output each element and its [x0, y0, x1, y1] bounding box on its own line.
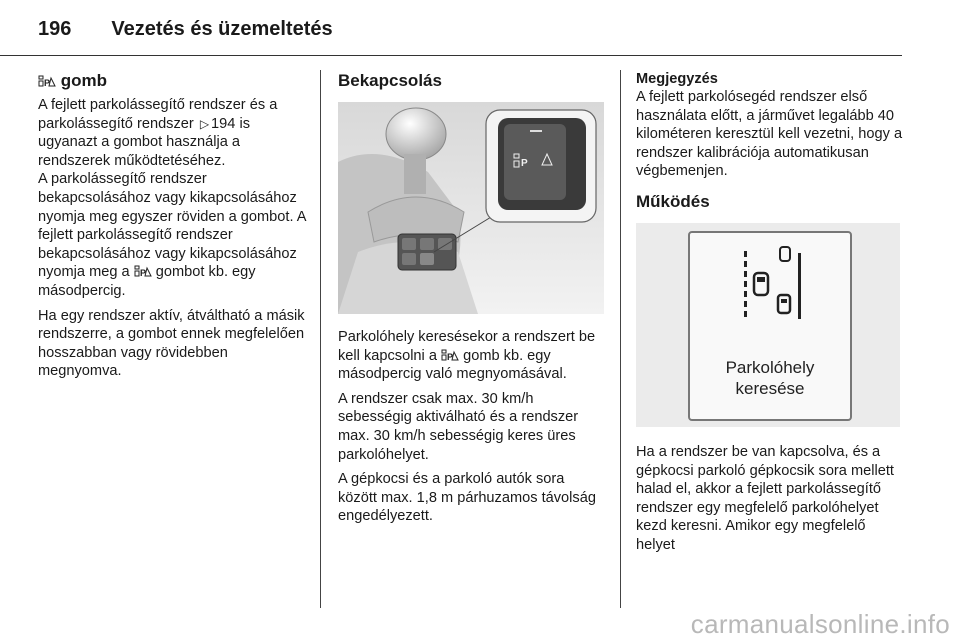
- section-heading-button: [38, 70, 306, 92]
- watermark: carmanualsonline.info: [690, 609, 950, 639]
- section-heading: Működés: [636, 191, 710, 211]
- paragraph: Ha egy rendszer aktív, átváltható a másik rendszerre, a gombot ennek megfelelően hosszabban vagy rövidebben megnyomva.: [38, 307, 305, 380]
- section-heading-label: gomb: [60, 71, 108, 90]
- paragraph: [38, 96, 306, 301]
- svg-text:P: P: [139, 268, 146, 279]
- page-header: [38, 18, 333, 48]
- svg-text:P: P: [44, 78, 51, 88]
- paragraph: Ha a rendszer be van kapcsolva, és a gépkocsi parkoló gépkocsik sora mellett halad el, akkor a fejlett parkolássegítő rendszer egy megfelelő parkolóhelyet kezd keresni. Amikor egy megfelelő helyet: [636, 443, 894, 553]
- text-run: A parkolássegítő rendszer bekapcsolásához vagy kikapcsolásához nyomja meg egyszer röviden a gombot. A fejlett parkolássegítő rendszer bekapcsolásához vagy kikapcsolásához nyomja meg a: [38, 171, 306, 281]
- display-label-line: keresése: [735, 378, 805, 398]
- page-title: Vezetés és üzemeltetés: [111, 18, 333, 40]
- column-3: [636, 70, 906, 561]
- park-assist-icon: [441, 349, 459, 362]
- column-2: [338, 70, 604, 532]
- paragraph: A gépkocsi és a parkoló autók sora között max. 1,8 m párhuzamos távolság engedélyezett.: [338, 471, 596, 525]
- park-assist-icon: [38, 75, 56, 88]
- note-heading: Megjegyzés: [636, 71, 718, 87]
- text-run: gomb kb. egy másodpercig való megnyomásával.: [338, 347, 567, 383]
- display-illustration: [636, 223, 900, 427]
- display-label: [690, 357, 850, 399]
- info-display: [688, 231, 852, 421]
- paragraph: A rendszer csak max. 30 km/h sebességig aktiválható és a rendszer max. 30 km/h sebességig keres üres parkolóhelyet.: [338, 390, 579, 463]
- car-icon: [754, 273, 768, 295]
- column-1: [38, 70, 306, 387]
- column-divider: [320, 70, 321, 608]
- page-number: 196: [38, 18, 72, 40]
- page-reference[interactable]: 194 is: [211, 115, 250, 132]
- text-run: gombot kb. egy másodpercig.: [38, 264, 256, 299]
- column-divider: [620, 70, 621, 608]
- section-heading: Bekapcsolás: [338, 71, 442, 90]
- display-label-line: Parkolóhely: [725, 357, 815, 377]
- console-button-illustration: [338, 102, 604, 314]
- svg-text:P: P: [521, 158, 528, 169]
- text-run: A fejlett parkolássegítő rendszer és a parkolássegítő rendszer: [38, 97, 278, 132]
- header-rule: [0, 55, 902, 56]
- paragraph: [338, 328, 604, 384]
- park-assist-icon: [134, 265, 152, 278]
- svg-text:P: P: [447, 351, 454, 362]
- note-text: A fejlett parkolósegéd rendszer első használata előtt, a járművet legalább 40 kilométeren keresztül kell vezetni, hogy a rendszer kalibrációja automatikusan végbemenjen.: [636, 89, 903, 180]
- page-reference-arrow-icon: ▷: [199, 116, 210, 131]
- text-run: Parkolóhely keresésekor a rendszert be kell kapcsolni a: [338, 329, 596, 364]
- text-run: ugyanazt a gombot használja a rendszerek működtetéséhez.: [38, 134, 241, 169]
